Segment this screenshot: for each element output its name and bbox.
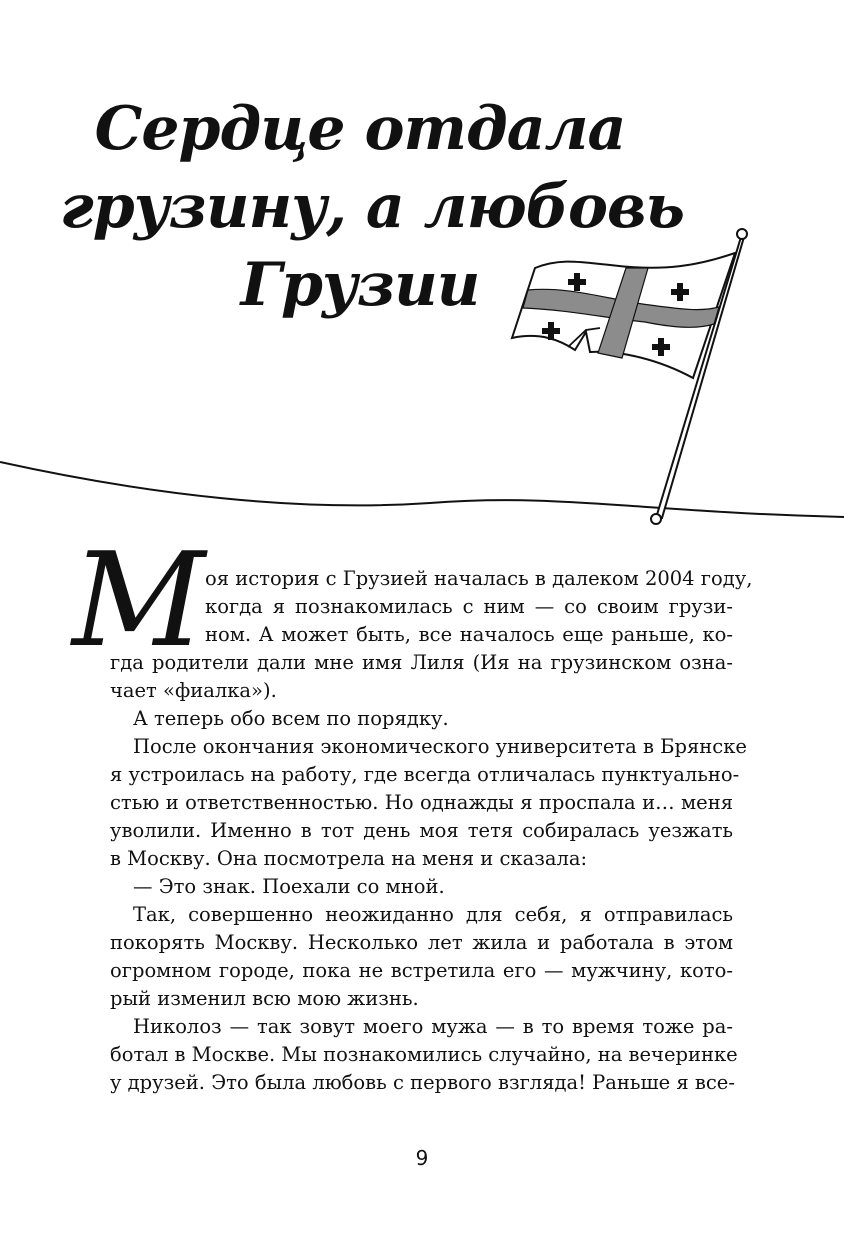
text-line: у друзей. Это была любовь с первого взгляда! Раньше я все- [110, 1071, 735, 1094]
ground-line [0, 462, 844, 517]
text-line: рый изменил всю мою жизнь. [110, 987, 419, 1010]
text-line: оя история с Грузией началась в далеком 2004 году, [205, 567, 753, 590]
text-line: гда родители дали мне имя Лиля (Ия на грузинском озна- [110, 651, 733, 674]
text-line: уволили. Именно в тот день моя тетя собиралась уезжать [110, 819, 733, 842]
chapter-title-line-2: грузину, а любовь [60, 172, 685, 242]
text-line: я устроилась на работу, где всегда отличалась пунктуальнo- [110, 763, 740, 786]
text-line: в Москву. Она посмотрела на меня и сказала: [110, 847, 588, 870]
text-line: Так, совершенно неожиданно для себя, я отправилась [133, 903, 733, 926]
text-line: чает «фиалка»). [110, 679, 277, 702]
text-line: После окончания экономического университета в Брянске [133, 735, 747, 758]
text-line: ботал в Москве. Мы познакомились случайно, на вечеринке [110, 1043, 738, 1066]
text-line: — Это знак. Поехали со мной. [133, 875, 445, 898]
text-line: огромном городе, пока не встретила его — мужчину, кото- [110, 959, 733, 982]
text-line: когда я познакомилась с ним — со своим грузи- [205, 595, 733, 618]
georgian-flag-icon [0, 220, 844, 540]
chapter-title-line-1: Сердце отдала [94, 94, 626, 164]
text-line: А теперь обо всем по порядку. [133, 707, 449, 730]
page-number: 9 [415, 1146, 429, 1170]
chapter-title-line-3: Грузии [240, 250, 480, 320]
text-line: покорять Москву. Несколько лет жила и работала в этом [110, 931, 733, 954]
text-line: ном. А может быть, все началось еще раньше, ко- [205, 623, 733, 646]
drop-cap: М [72, 524, 206, 676]
text-line: Николоз — так зовут моего мужа — в то время тоже ра- [133, 1015, 733, 1038]
text-line: стью и ответственностью. Но однажды я проспала и… меня [110, 791, 733, 814]
